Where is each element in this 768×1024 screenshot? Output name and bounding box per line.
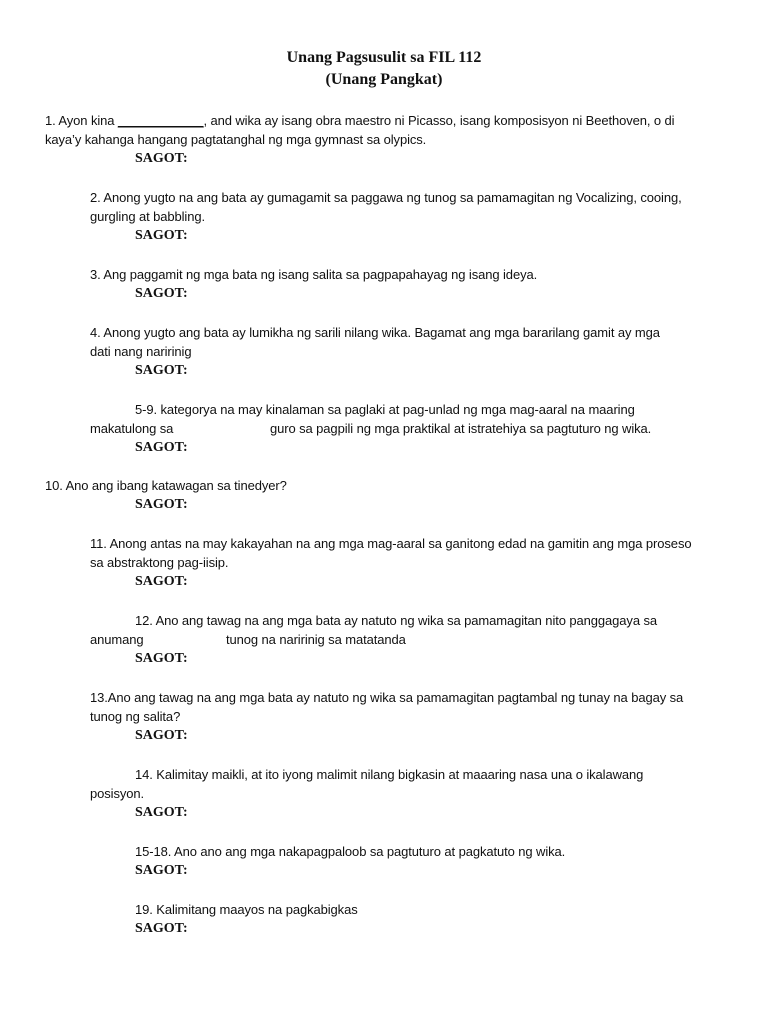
question-5-9-line-2b: guro sa pagpili ng mga praktikal at istratehiya sa pagtuturo ng wika. — [270, 421, 652, 436]
question-5-9-line-1: 5-9. kategorya na may kinalaman sa paglaki at pag-unlad ng mga mag-aaral na maaring — [135, 402, 635, 417]
question-1-prefix: 1. Ayon kina — [45, 113, 118, 128]
answer-label-13: SAGOT: — [135, 728, 188, 743]
page-subtitle: (Unang Pangkat) — [325, 71, 443, 88]
question-1-rest: and wika ay isang obra maestro ni Picasso, isang komposisyon ni Beethoven, o di — [206, 113, 675, 128]
answer-label-19: SAGOT: — [135, 921, 188, 936]
answer-label-11: SAGOT: — [135, 574, 188, 589]
question-12-line-2b: tunog na naririnig sa matatanda — [226, 632, 406, 647]
question-13-line-2: tunog ng salita? — [90, 709, 181, 724]
question-1-line-1 — [45, 113, 674, 129]
question-14-line-2: posisyon. — [90, 786, 145, 801]
question-5-9-line-2a: makatulong sa — [90, 421, 174, 436]
question-14-line-1: 14. Kalimitay maikli, at ito iyong malimit nilang bigkasin at maaaring nasa una o ikalawang — [135, 767, 644, 782]
question-4-line-1: 4. Anong yugto ang bata ay lumikha ng sarili nilang wika. Bagamat ang mga bararilang gamit ay mga — [90, 325, 660, 340]
question-13-line-1: 13.Ano ang tawag na ang mga bata ay natuto ng wika sa pamamagitan pagtambal ng tunay na bagay sa — [90, 690, 684, 705]
answer-label-15-18: SAGOT: — [135, 863, 188, 878]
answer-label-14: SAGOT: — [135, 805, 188, 820]
question-10-line-1: 10. Ano ang ibang katawagan sa tinedyer? — [45, 478, 287, 493]
question-12-line-2a: anumang — [90, 632, 144, 647]
question-2-line-2: gurgling at babbling. — [90, 209, 205, 224]
question-4-line-2: dati nang naririnig — [90, 344, 192, 359]
answer-label-2: SAGOT: — [135, 228, 188, 243]
answer-label-10: SAGOT: — [135, 497, 188, 512]
page-title: Unang Pagsusulit sa FIL 112 — [286, 49, 482, 66]
question-11-line-2: sa abstraktong pag-iisip. — [90, 555, 229, 570]
answer-label-1: SAGOT: — [135, 151, 188, 166]
answer-label-4: SAGOT: — [135, 363, 188, 378]
question-1-blank: ____________, — [117, 113, 207, 128]
question-3-line-1: 3. Ang paggamit ng mga bata ng isang salita sa pagpapahayag ng isang ideya. — [90, 267, 538, 282]
question-12-line-1: 12. Ano ang tawag na ang mga bata ay natuto ng wika sa pamamagitan nito panggagaya sa — [135, 613, 657, 628]
answer-label-5-9: SAGOT: — [135, 440, 188, 455]
answer-label-12: SAGOT: — [135, 651, 188, 666]
question-2-line-1: 2. Anong yugto na ang bata ay gumagamit sa paggawa ng tunog sa pamamagitan ng Vocalizing, cooing, — [90, 190, 682, 205]
question-19-line-1: 19. Kalimitang maayos na pagkabigkas — [135, 902, 358, 917]
answer-label-3: SAGOT: — [135, 286, 188, 301]
question-1-line-2: kaya’y kahanga hangang pagtatanghal ng mga gymnast sa olypics. — [45, 132, 427, 147]
question-11-line-1: 11. Anong antas na may kakayahan na ang mga mag-aaral sa ganitong edad na gamitin ang mga proseso — [90, 536, 692, 551]
question-15-18-line-1: 15-18. Ano ano ang mga nakapagpaloob sa pagtuturo at pagkatuto ng wika. — [135, 844, 566, 859]
